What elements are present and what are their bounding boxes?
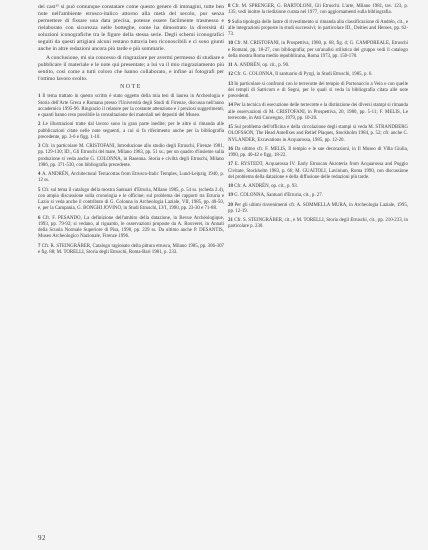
footnote-number: 21 <box>228 218 235 223</box>
footnote-number: 6 <box>38 215 43 221</box>
footnote <box>38 216 224 241</box>
right-notes-list <box>228 4 408 231</box>
footnote-number: 16 <box>228 146 235 152</box>
footnote-number: 9 <box>228 19 232 25</box>
footnote <box>228 41 408 60</box>
footnote-number: 5 <box>38 187 42 193</box>
footnote-text: Cfr. F. PESANDO, La definizione dell'ambito della datazione, in Revue Archéologique, 1993, pp. 79-92; si vedano, al riguardo, le osservazioni proposte da A. Rouveret, in Annali della Scuola Normale Superiore di Pisa, 1990, pp. 229 ss. Da ultimo anche P. DESANTIS, Museo Archeologico Nazionale, Firenze 1996. <box>38 215 224 240</box>
footnote-number: 17 <box>228 162 235 168</box>
footnote-text: Le illustrazioni tratte dal lavoro sono in gran parte inedite; per le altre si rimanda alle pubblicazioni citate nelle note seguenti, a cui si fa riferimento anche per la bibliografia precedente, pp. 3-6 e figg. 1-10. <box>38 122 224 140</box>
footnote <box>38 144 224 169</box>
footnote-number: 13 <box>228 81 235 87</box>
footnote-text: G. COLONNA, Santuari d'Etruria, cit., p. 27. <box>234 193 323 199</box>
footnote-text: Per gli ultimi rinvenimenti cfr. A. SOMMELLA MURA, in Archeologia Laziale, 1995, pp. 12-19. <box>228 202 408 214</box>
footnote-text: Cfr. G. COLONNA, Il santuario di Pyrgi, in Studi Etruschi, 1985, p. 6. <box>234 72 373 78</box>
footnote <box>228 162 408 181</box>
footnote <box>228 4 408 17</box>
footnote-number: 11 <box>228 63 234 68</box>
footnote <box>228 125 408 144</box>
body-paragraph: A conclusione, mi sia concesso di ringraziare per avermi permesso di studiare e pubblicare il materiale e le note qui presentate; a lui va il mio ringraziamento più sentito, così come a tutti coloro che hanno collaborato, e infine ai fotografi per l'ottimo lavoro svolto. <box>38 54 224 82</box>
right-column <box>228 4 408 234</box>
footnote-text: Cfr. M. CRISTOFANI, in Prospettiva, 1980, p. 68, fig. 4; G. CAMPOREALE, Etruschi e Romani, pp. 18-27, con bibliografia; per un'analisi stilistica del gruppo vedi il catalogo della mostra Roma medio repubblicana, Roma 1973, pp. 150-178. <box>228 41 408 59</box>
footnote-text: Sul problema dell'officina e della circolazione degli stampi si veda M. STRANDBERG OLOFSSON, The Head Antefixes and Relief Plaques, Stockholm 1984, p. 52; cfr. anche C. NYLANDER, Excavations in Acquarossa, 1985, pp. 12-20. <box>228 125 408 143</box>
footnote-text: Cfr. sul tema il catalogo della mostra Santuari d'Etruria, Milano 1985, p. 54 ss. (scheda 2.4), con ampia discussione sulla cronologia e le officine; sul problema dei rapporti tra Etruria e Lazio si veda anche il contributo di G. Colonna in Archeologia Laziale, VII, 1985, pp. 40-50, e, per la Campania, G. BONGHI JOVINO, in Studi Etruschi, LVI, 1990, pp. 23-30 e 71-88. <box>38 187 224 212</box>
footnote <box>228 82 408 101</box>
notes-heading: NOTE <box>120 84 142 91</box>
footnote <box>38 172 224 185</box>
footnote-text: In particolare si confronti con le terrecotte del tempio di Portonaccio a Veio e con quelle dei templi di Satricum e di Segni, per le quali si veda la bibliografia citata alle note precedenti. <box>228 81 408 99</box>
footnote-text: Da ultimo cfr. F. MELIS, Il tempio e le sue decorazioni, in Il Museo di Villa Giulia, 1990, pp. 40-42 e figg. 18-22. <box>228 146 408 158</box>
footnote <box>228 72 408 78</box>
footnote <box>38 94 224 119</box>
footnote-number: 18 <box>228 184 235 189</box>
footnote <box>38 122 224 141</box>
footnote <box>228 203 408 216</box>
footnote-number: 12 <box>228 72 235 78</box>
body-paragraph: dei cast¹⁵ si può comunque constatare come questo genere di immagini, tutte ben note nell'ambiente etrusco-italico attorno alla metà del secolo, pur senza permettere di fissare una data precisa, potesse essere facilmente trasmesso e rielaborato con sicurezza nelle botteghe, come ha dimostrato la diversità di soluzioni iconografiche tra le figure della stessa serie. Degli schemi iconografici seguiti da questi artigiani alcuni restano tuttavia ben riconoscibili e ci sono giunti anche in altre redazioni ancora più tarde e più sommarie. <box>38 4 224 52</box>
footnote-number: 20 <box>228 202 235 208</box>
footnote <box>228 147 408 160</box>
footnote-number: 1 <box>38 94 43 100</box>
footnote <box>228 218 408 231</box>
footnote-number: 10 <box>228 41 235 47</box>
left-notes-list <box>38 94 224 256</box>
footnote <box>228 103 408 122</box>
footnote-number: 8 <box>228 4 233 9</box>
footnote-number: 4 <box>38 172 42 178</box>
footnote-number: 14 <box>228 103 235 109</box>
footnote-text: Il tema trattato in questo scritto è stato oggetto della mia tesi di laurea in Archeologia e Storia dell'Arte Greca e Romana presso l'Università degli Studi di Firenze, discussa nell'anno accademico 1995-96. Ringrazio il relatore per la costante attenzione e i preziosi suggerimenti, e quanti hanno reso possibile la consultazione dei materiali nei depositi del Museo. <box>38 94 224 119</box>
footnote-text: Per la tecnica di esecuzione delle terrecotte e la distinzione dei diversi stampi si rimanda alle osservazioni di M. CRISTOFANI, in Prospettiva, 20, 1980, pp. 5-11; F. MELIS, Le terrecotte, in Atti Convegno, 1979, pp. 10-20. <box>228 103 408 121</box>
footnote-text: A. ANDRÉN, Architectural Terracottas from Etrusco-Italic Temples, Lund-Leipzig 1940, p. 12 ss. <box>38 172 224 184</box>
page-number: 92 <box>38 534 46 542</box>
footnote <box>228 184 408 190</box>
footnote-text: Cfr. in particolare M. CRISTOFANI, Introduzione allo studio degli Etruschi, Firenze 1981, pp. 129-130; ID., Gli Etruschi del mare, Milano 1983, pp. 51 ss.; per un quadro d'insieme sulla produzione si veda anche G. COLONNA, in Rasenna. Storia e civiltà degli Etruschi, Milano 1986, pp. 371-530, con bibliografia precedente. <box>38 144 224 168</box>
footnote-text: Cfr. S. STEINGRÄBER, cit., e M. TORELLI, Storia degli Etruschi, cit., pp. 210-233, in particolare p. 230. <box>228 218 408 230</box>
footnote <box>228 20 408 39</box>
footnote <box>228 63 408 69</box>
footnote-text: Cfr. A. ANDRÉN, op. cit., p. 93. <box>234 184 298 189</box>
footnote-number: 19 <box>228 193 235 199</box>
footnote <box>38 188 224 213</box>
footnote-number: 7 <box>38 243 42 249</box>
left-column <box>38 4 224 259</box>
footnote-text: Cfr. R. STEINGRÄBER, Catalogo ragionato della pittura etrusca, Milano 1985, pp. 306-307 e fig. 88; M. TORELLI, Storia degli Etruschi, Roma-Bari 1981, p. 233. <box>38 243 224 255</box>
footnote-text: A. ANDRÉN, op. cit., p. 90. <box>233 63 290 68</box>
footnote <box>228 193 408 199</box>
footnote-number: 2 <box>38 122 43 128</box>
footnote-text: Sulla tipologia delle lastre di rivestimento si rimanda alla classificazione di Andrén, cit., e alle integrazioni proposte in studi successivi; in particolare ID., Deities and Heroes, pp. 62-73. <box>228 19 408 37</box>
footnote-number: 15 <box>228 125 235 130</box>
footnote-number: 3 <box>38 144 43 150</box>
footnote-text: Cfr. M. SPRENGER, G. BARTOLONI, Gli Etruschi. L'arte, Milano 1981, tav. 123, p. 135; vedi inoltre la riedizione curata nel 1977, con aggiornamenti sulla bibliografia. <box>228 4 408 16</box>
footnote <box>38 244 224 257</box>
footnote-text: E. RYSTEDT, Acquarossa IV. Early Etruscan Akroteria from Acquarossa and Poggio Civitate, Stockholm 1983, p. 66; M. GUAITOLI, Lavinium, Roma 1990, con discussione del problema della datazione e della diffusione delle redazioni più tarde. <box>228 162 408 180</box>
